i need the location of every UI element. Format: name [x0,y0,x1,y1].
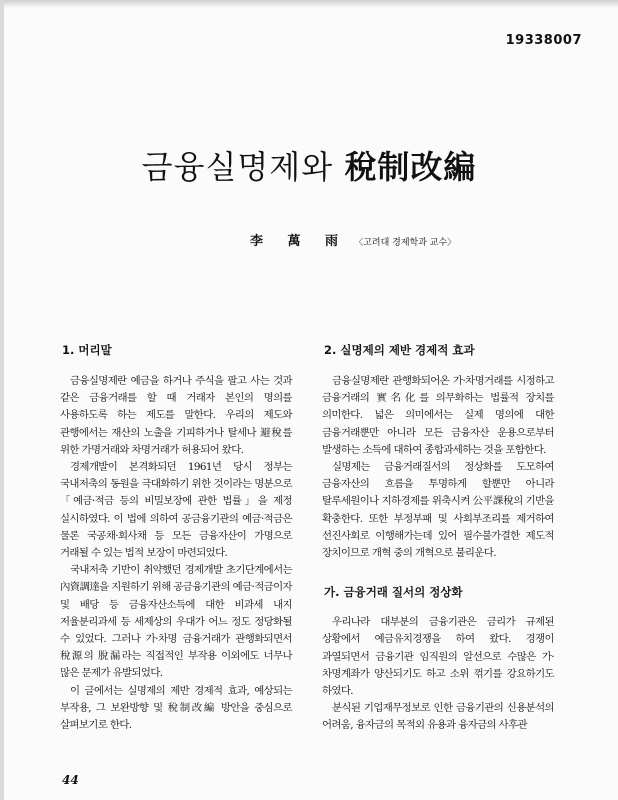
document-id: 19338007 [505,33,582,48]
paragraph: 우리나라 대부분의 금융기관은 금리가 규제된 상황에서 예금유치경쟁을 하여 왔다. 경쟁이 과열되면서 금융기관 임직원의 알선으로 수많은 가·차명계좌가 양산되기도 하고 소위 꺾기를 강요하기도 하였다. [322,616,554,698]
author-line [250,230,456,249]
paragraph: 금융실명제란 관행화되어온 가·차명거래를 시정하고 금융거래의 實名化를 의무화하는 법률적 장치를 의미한다. 넓은 의미에서는 실제 명의에 대한 금융거래뿐만 아니라 모든 금융자산 운용으로부터 발생하는 소득에 대하여 종합과세하는 것을 포함한다. [322,375,554,456]
author-affiliation: 〈고려대 경제학과 교수〉 [354,238,457,248]
title-hanja: 稅制改編 [344,148,477,186]
paragraph: 이 글에서는 실명제의 제반 경제적 효과, 예상되는 부작용, 그 보완방향 및 稅制改編 방안을 중심으로 살펴보기로 한다. [60,684,292,732]
subsection-heading: 가. 금융거래 질서의 정상화 [324,585,463,600]
section-heading-intro: 1. 머리말 [62,343,112,357]
right-column [322,342,554,735]
left-column [60,342,292,734]
author-name: 李 萬 雨 [250,234,349,249]
scan-edge-top [0,0,618,8]
paragraph: 실명제는 금융거래질서의 정상화를 도모하여 금융자산의 흐름을 투명하게 할뿐만 아니라 탈루세원이나 지하경제를 위축시켜 公平課稅의 기반을 확충한다. 또한 부정부패 및 사회부조리를 제거하여 선진사회로 이행해가는데 있어 필수불가결한 제도적 장치이므로 개혁 중의 개혁으로 불리운다. [322,461,554,560]
paragraph: 분식된 기업재무정보로 인한 금융기관의 신용분석의 어려움, 융자금의 목적외 유용과 융자금의 사후관 [322,702,554,732]
page-number: 44 [62,773,79,787]
paragraph: 국내저축 기반이 취약했던 경제개발 초기단계에서는 內資調達을 지원하기 위해 공금융기관의 예금·적금이자 및 배당 등 금융자산소득에 대한 비과세 내지 저율분리과세 등 세제상의 우대가 어느 정도 정당화될 수 있었다. 그러나 가·차명 금융거래가 관행화되면서 稅源의 脫漏라는 직접적인 부작용 이외에도 너무나 많은 문제가 유발되었다. [60,564,292,680]
section-heading-effects: 2. 실명제의 제반 경제적 효과 [324,343,475,357]
scan-edge-left [0,0,4,800]
paragraph: 경제개발이 본격화되던 1961년 당시 정부는 국내저축의 동원을 극대화하기 위한 것이라는 명분으로 「예금·적금 등의 비밀보장에 관한 법률」을 제정 실시하였다. 이 법에 의하여 공금융기관의 예금·적금은 물론 국공채·회사채 등 모든 금융자산이 가명으로 거래될 수 있는 법적 보장이 마련되었다. [60,461,292,560]
article-title [0,142,618,188]
paragraph: 금융실명제란 예금을 하거나 주식을 팔고 사는 것과 같은 금융거래를 할 때 거래자 본인의 명의를 사용하도록 하는 제도를 말한다. 우리의 제도와 관행에서는 재산의 노출을 기피하거나 탈세나 避稅를 위한 가명거래와 차명거래가 허용되어 왔다. [60,375,292,456]
title-hangul: 금융실명제와 [141,148,334,186]
